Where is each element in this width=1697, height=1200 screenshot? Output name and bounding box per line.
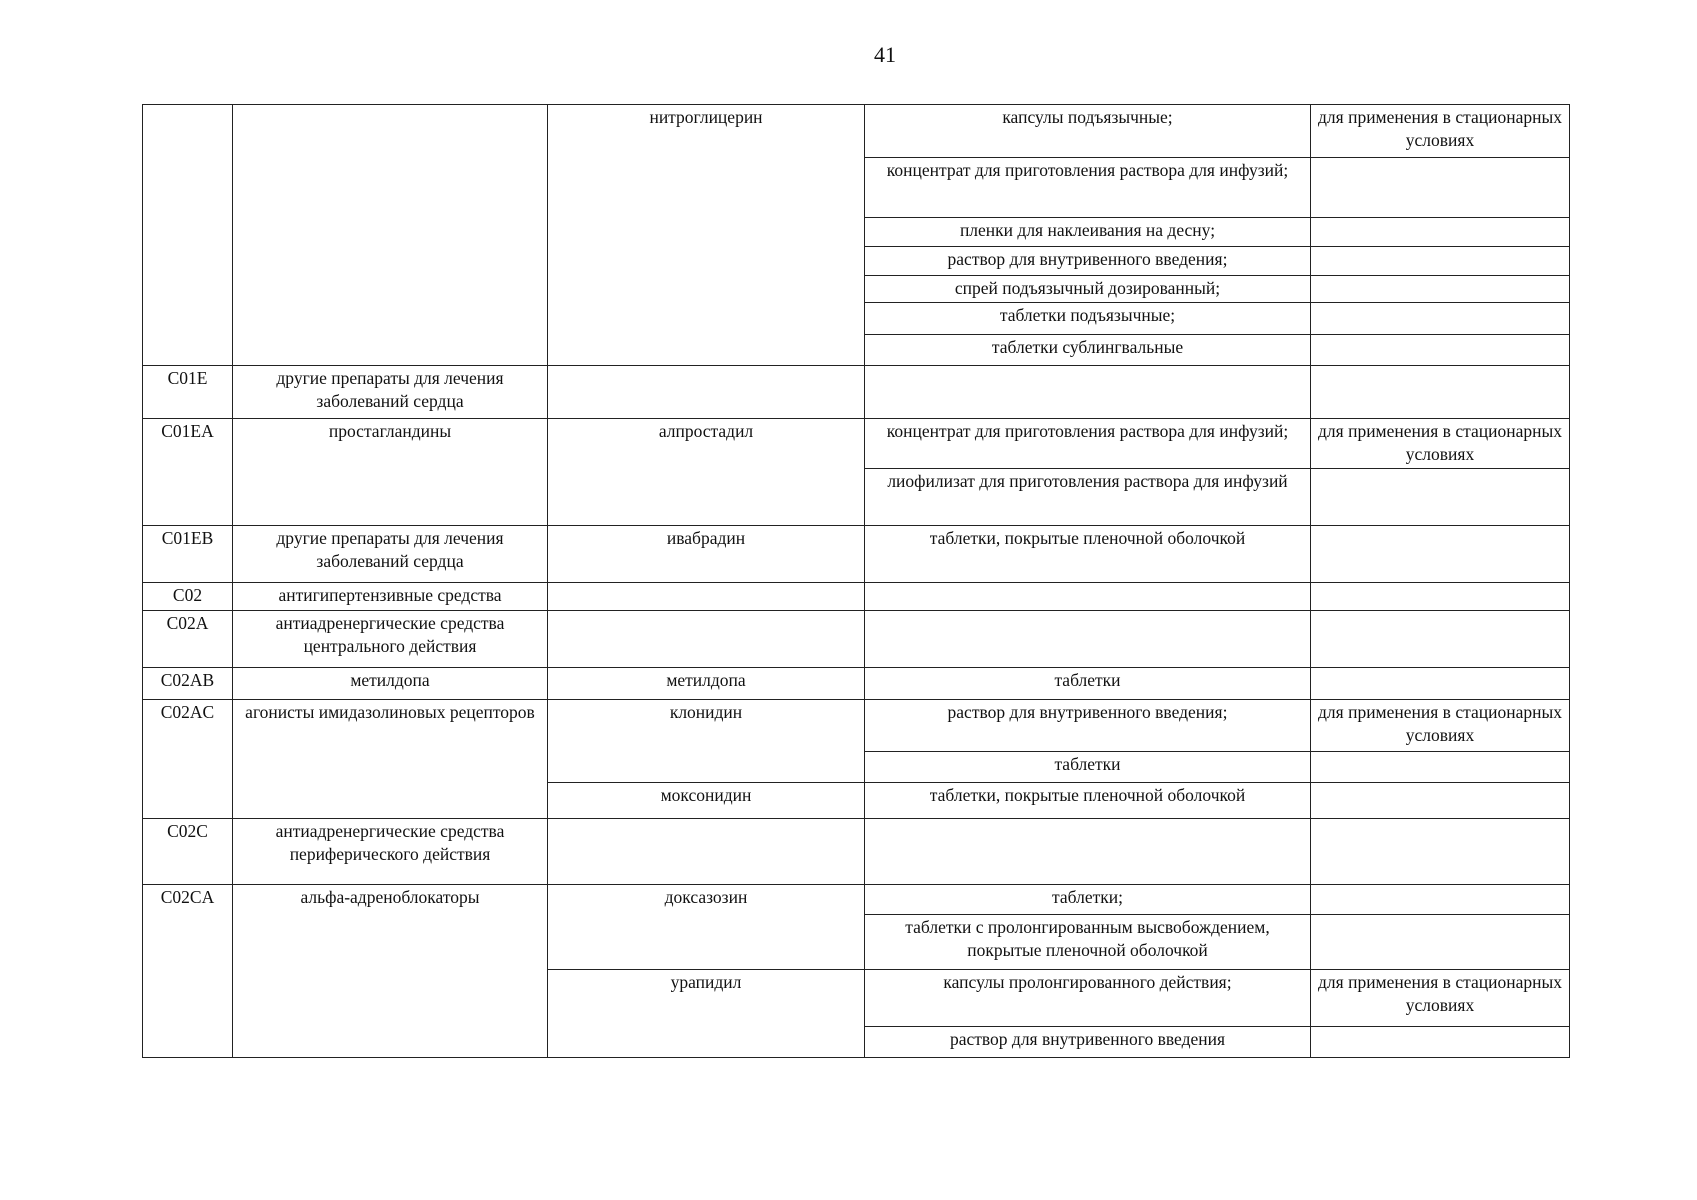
drug-name-cell: доксазозин [548, 885, 865, 970]
dosage-form-cell: пленки для наклеивания на десну; [865, 218, 1311, 247]
table-row [143, 819, 1570, 885]
note-cell [1311, 783, 1570, 819]
note-cell [1311, 218, 1570, 247]
dosage-form-cell: концентрат для приготовления раствора для инфузий; [865, 158, 1311, 218]
note-cell [1311, 885, 1570, 915]
drug-name-cell [548, 611, 865, 668]
dosage-form-cell [865, 583, 1311, 611]
dosage-form-cell: раствор для внутривенного введения [865, 1027, 1311, 1058]
drug-name-cell: ивабрадин [548, 526, 865, 583]
group-name-cell: антигипертензивные средства [233, 583, 548, 611]
group-name-cell: другие препараты для лечения заболеваний сердца [233, 366, 548, 419]
note-cell [1311, 276, 1570, 303]
table-row [143, 611, 1570, 668]
note-cell [1311, 668, 1570, 700]
note-cell [1311, 366, 1570, 419]
dosage-form-cell: спрей подъязычный дозированный; [865, 276, 1311, 303]
drug-table [142, 104, 1570, 1058]
atc-code-cell: C01EA [143, 419, 233, 526]
page-number: 41 [874, 42, 896, 67]
drug-name-cell [548, 366, 865, 419]
group-name-cell: простагландины [233, 419, 548, 526]
atc-code-cell: C01EB [143, 526, 233, 583]
note-cell [1311, 247, 1570, 276]
atc-code-cell: C01E [143, 366, 233, 419]
note-cell [1311, 469, 1570, 526]
note-cell: для применения в стационарных условиях [1311, 419, 1570, 469]
table-row [143, 700, 1570, 752]
note-cell [1311, 158, 1570, 218]
table-row [143, 366, 1570, 419]
dosage-form-cell: таблетки [865, 752, 1311, 783]
atc-code-cell: C02AC [143, 700, 233, 819]
dosage-form-cell: концентрат для приготовления раствора для инфузий; [865, 419, 1311, 469]
dosage-form-cell: лиофилизат для приготовления раствора для инфузий [865, 469, 1311, 526]
group-name-cell: антиадренергические средства периферического действия [233, 819, 548, 885]
note-cell: для применения в стационарных условиях [1311, 970, 1570, 1027]
note-cell: для применения в стационарных условиях [1311, 105, 1570, 158]
dosage-form-cell: таблетки с пролонгированным высвобождением, покрытые пленочной оболочкой [865, 915, 1311, 970]
drug-name-cell [548, 583, 865, 611]
note-cell [1311, 752, 1570, 783]
note-cell [1311, 303, 1570, 335]
group-name-cell: антиадренергические средства центрального действия [233, 611, 548, 668]
group-name-cell: другие препараты для лечения заболеваний сердца [233, 526, 548, 583]
table-row [143, 885, 1570, 915]
dosage-form-cell: таблетки, покрытые пленочной оболочкой [865, 526, 1311, 583]
drug-name-cell: клонидин [548, 700, 865, 783]
drug-name-cell [548, 819, 865, 885]
dosage-form-cell: капсулы подъязычные; [865, 105, 1311, 158]
drug-name-cell: нитроглицерин [548, 105, 865, 366]
atc-code-cell: C02CA [143, 885, 233, 1058]
dosage-form-cell [865, 366, 1311, 419]
dosage-form-cell: таблетки подъязычные; [865, 303, 1311, 335]
atc-code-cell: C02A [143, 611, 233, 668]
dosage-form-cell [865, 819, 1311, 885]
note-cell [1311, 611, 1570, 668]
group-name-cell: метилдопа [233, 668, 548, 700]
table-row [143, 419, 1570, 469]
table-row [143, 105, 1570, 158]
dosage-form-cell: таблетки, покрытые пленочной оболочкой [865, 783, 1311, 819]
group-name-cell: агонисты имидазолиновых рецепторов [233, 700, 548, 819]
atc-code-cell: C02C [143, 819, 233, 885]
note-cell: для применения в стационарных условиях [1311, 700, 1570, 752]
note-cell [1311, 915, 1570, 970]
group-name-cell: альфа-адреноблокаторы [233, 885, 548, 1058]
note-cell [1311, 526, 1570, 583]
drug-name-cell: моксонидин [548, 783, 865, 819]
dosage-form-cell: раствор для внутривенного введения; [865, 247, 1311, 276]
dosage-form-cell: таблетки сублингвальные [865, 335, 1311, 366]
dosage-form-cell [865, 611, 1311, 668]
note-cell [1311, 583, 1570, 611]
group-name-cell [233, 105, 548, 366]
atc-code-cell [143, 105, 233, 366]
dosage-form-cell: раствор для внутривенного введения; [865, 700, 1311, 752]
table-row [143, 526, 1570, 583]
atc-code-cell: C02 [143, 583, 233, 611]
note-cell [1311, 819, 1570, 885]
dosage-form-cell: капсулы пролонгированного действия; [865, 970, 1311, 1027]
dosage-form-cell: таблетки; [865, 885, 1311, 915]
atc-code-cell: C02AB [143, 668, 233, 700]
table-row [143, 583, 1570, 611]
drug-name-cell: алпростадил [548, 419, 865, 526]
dosage-form-cell: таблетки [865, 668, 1311, 700]
note-cell [1311, 335, 1570, 366]
note-cell [1311, 1027, 1570, 1058]
table-row [143, 668, 1570, 700]
drug-name-cell: метилдопа [548, 668, 865, 700]
drug-name-cell: урапидил [548, 970, 865, 1058]
